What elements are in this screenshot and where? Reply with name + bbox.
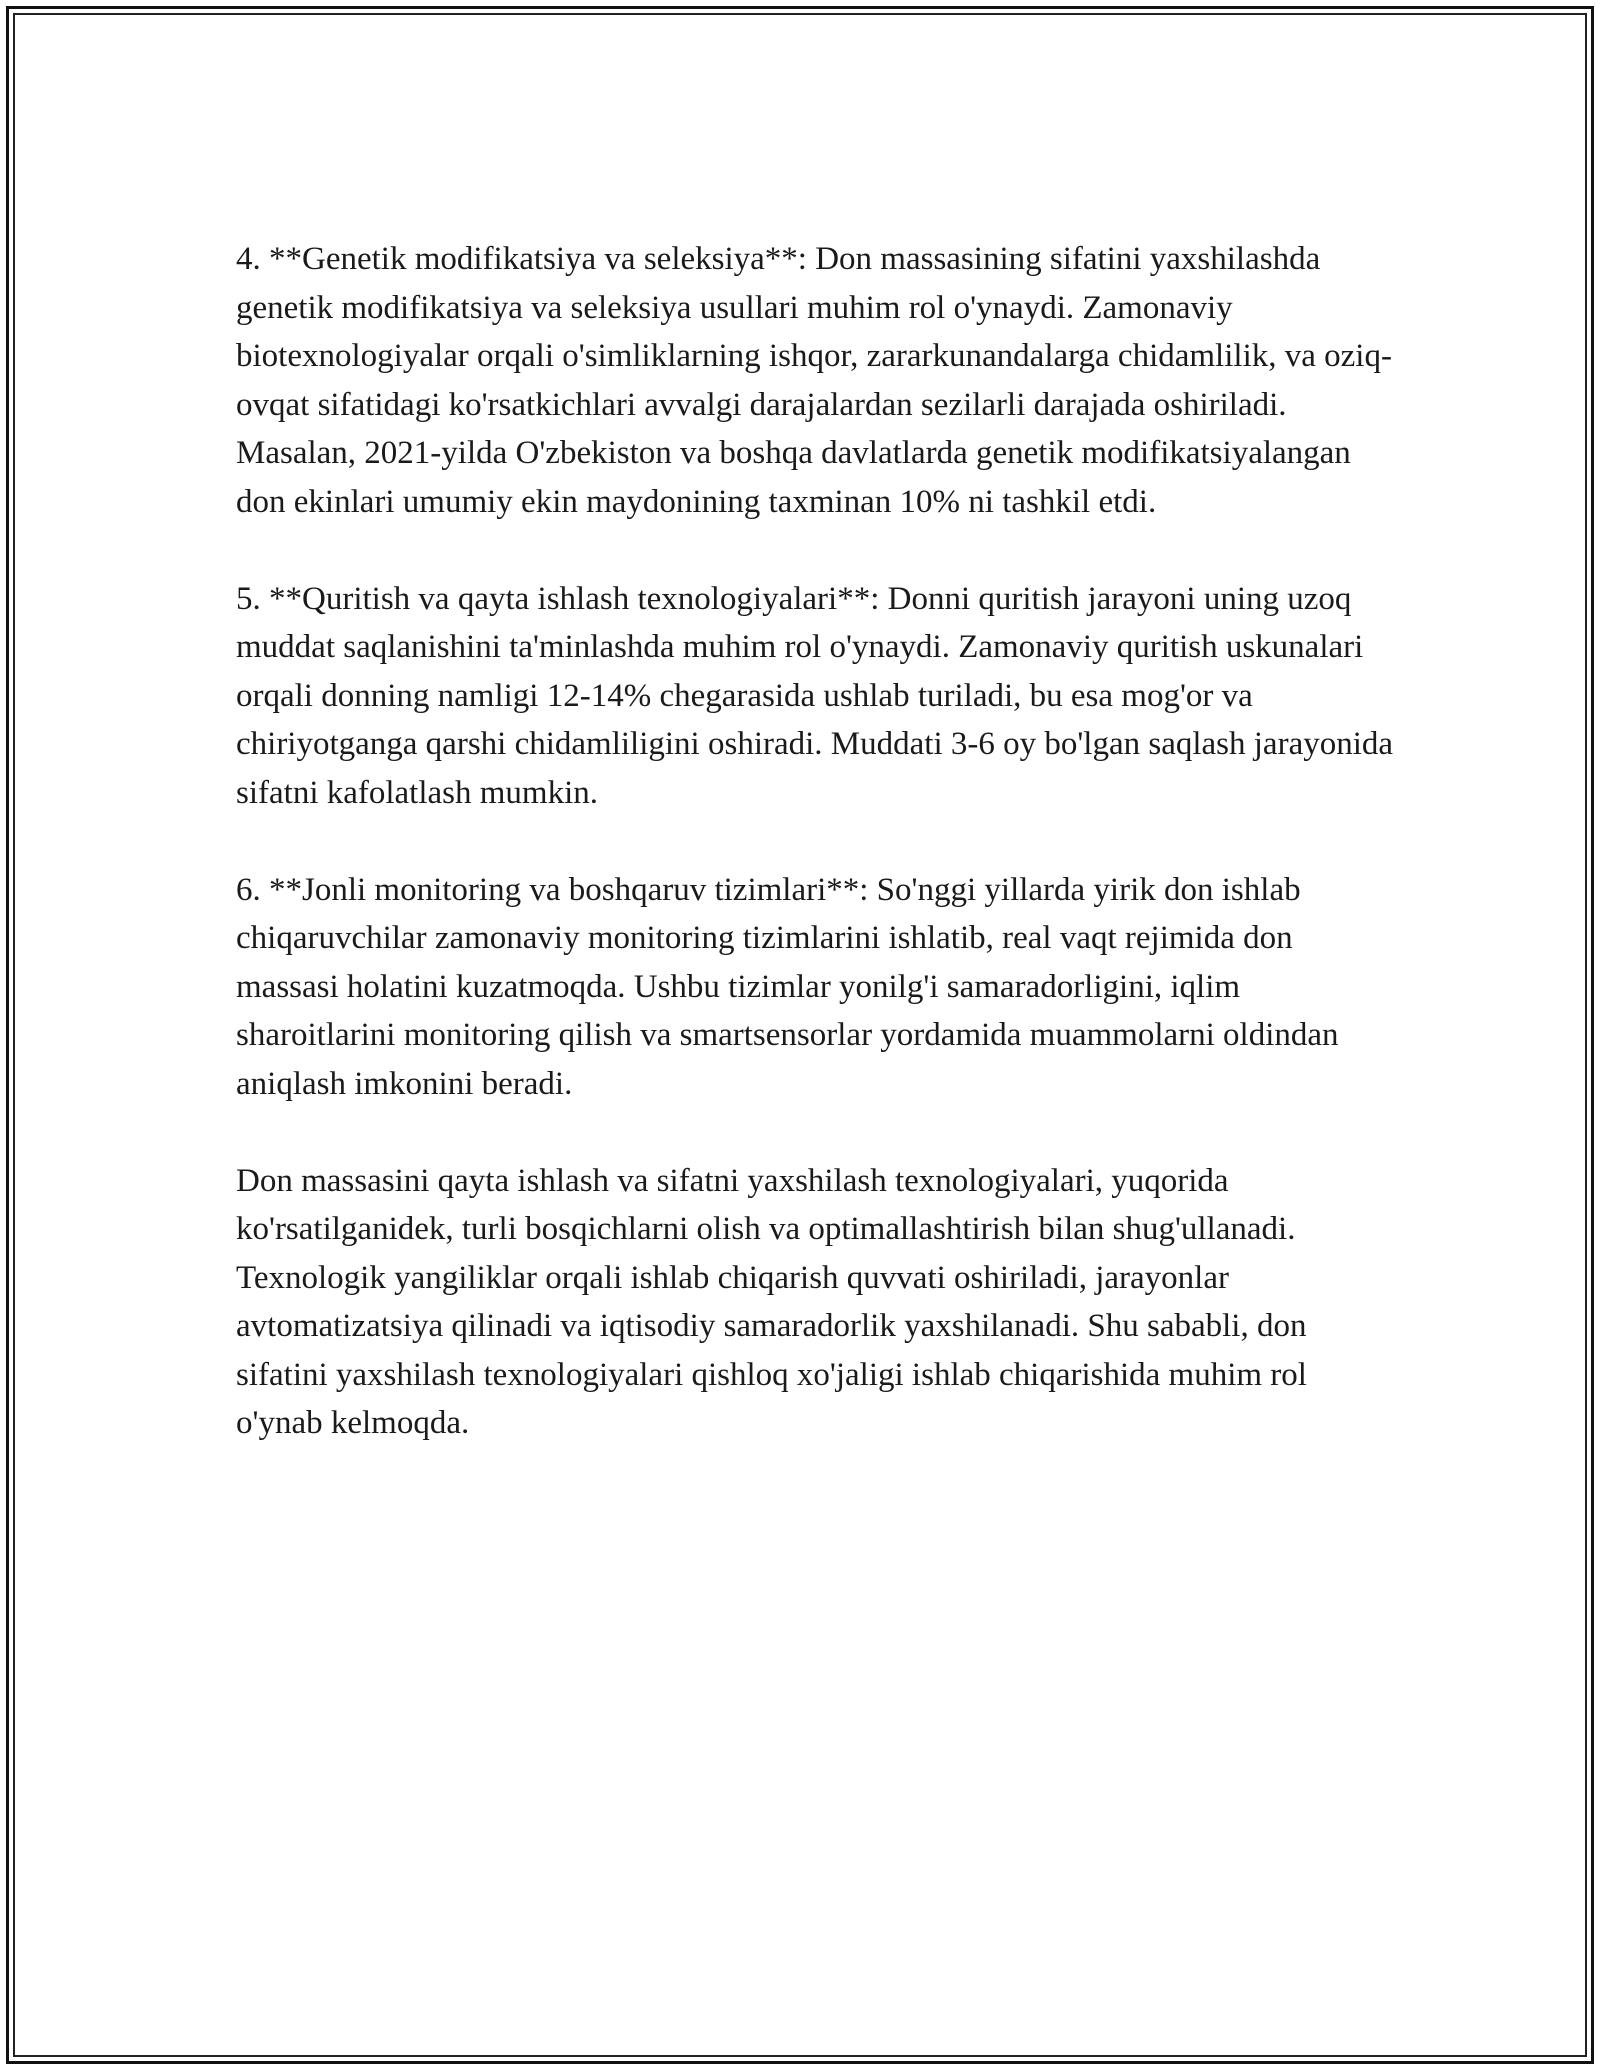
paragraph-conclusion: Don massasini qayta ishlash va sifatni yaxshilash texnologiyalari, yuqorida ko'rsatilganidek, turli bosqichlarni olish va optimallashtirish bilan shug'ullanadi. Texnologik yangiliklar orqali ishlab chiqarish quvvati oshiriladi, jarayonlar avtomatizatsiya qilinadi va iqtisodiy samaradorlik yaxshilanadi. Shu sababli, don sifatini yaxshilash texnologiyalari qishloq xo'jaligi ishlab chiqarishida muhim rol o'ynab kelmoqda. bbox=[236, 1162, 1307, 1441]
paragraph-drying-processing: 5. **Quritish va qayta ishlash texnologiyalari**: Donni quritish jarayoni uning uzoq muddat saqlanishini ta'minlashda muhim rol o'ynaydi. Zamonaviy quritish uskunalari orqali donning namligi 12-14% chegarasida ushlab turiladi, bu esa mog'or va chiriyotganga qarshi chidamliligini oshiradi. Muddati 3-6 oy bo'lgan saqlash jarayonida sifatni kafolatlash mumkin. bbox=[236, 580, 1394, 811]
document-body bbox=[236, 235, 1396, 1496]
paragraph-genetic-modification: 4. **Genetik modifikatsiya va seleksiya**: Don massasining sifatini yaxshilashda genetik modifikatsiya va seleksiya usullari muhim rol o'ynaydi. Zamonaviy biotexnologiyalar orqali o'simliklarning ishqor, zararkunandalarga chidamlilik, va oziq-ovqat sifatidagi ko'rsatkichlari avvalgi darajalardan sezilarli darajada oshiriladi. Masalan, 2021-yilda O'zbekiston va boshqa davlatlarda genetik modifikatsiyalangan don ekinlari umumiy ekin maydonining taxminan 10% ni tashkil etdi. bbox=[236, 241, 1392, 520]
paragraph-live-monitoring: 6. **Jonli monitoring va boshqaruv tizimlari**: So'nggi yillarda yirik don ishlab chiqaruvchilar zamonaviy monitoring tizimlarini ishlatib, real vaqt rejimida don massasi holatini kuzatmoqda. Ushbu tizimlar yonilg'i samaradorligini, iqlim sharoitlarini monitoring qilish va smartsensorlar yordamida muammolarni oldindan aniqlash imkonini beradi. bbox=[236, 871, 1339, 1102]
